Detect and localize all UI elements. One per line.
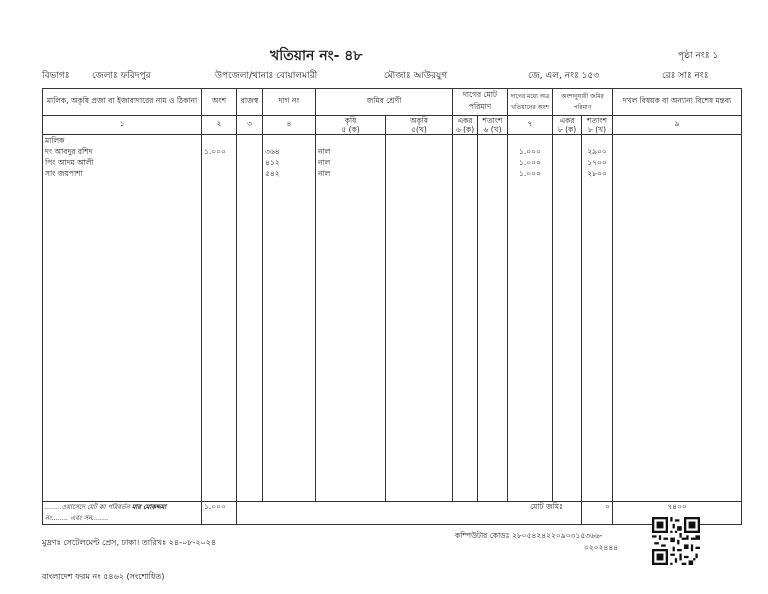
qr-code-icon: [652, 517, 700, 565]
revenue-header: রাজস্ব: [237, 89, 263, 116]
akrishi-cell: [386, 135, 453, 502]
dag-total-header: দাগের মোট পরিমাণ: [453, 89, 508, 116]
computer-code: কম্পিউটার কোডঃ ২৮০৫৪২৪২২০৯০৩১৫৩৬৬-: [455, 531, 603, 540]
footer-share-cell: ১.০০০: [202, 502, 237, 525]
col-code-6a: ৬ (ক): [455, 125, 475, 134]
jl-number-field: জে, এল, নংঃ ১৫৩: [528, 71, 600, 81]
share-land-acre-cell: [553, 135, 582, 502]
col-number-1: ১: [43, 116, 202, 135]
owner-header: মালিক, অকৃষি প্রজা বা ইজারাদারের নাম ও ঠিকানা: [43, 89, 202, 116]
footer-note-bold: মার মোকদ্দমা: [131, 503, 167, 511]
table-body-row: [43, 135, 742, 502]
dag-number: ৩৬৪: [265, 147, 280, 156]
total-label-cell: [237, 502, 582, 525]
form-number: বাংলাদেশ ফরম নং ৫৪৬২ (সংশোধিত): [42, 572, 165, 581]
dag-cell: [263, 135, 316, 502]
owner-cell: [43, 135, 202, 502]
share-in-dag-value: ১.০০০: [519, 169, 541, 178]
col-number-8a: [553, 116, 582, 135]
col-number-2: ২: [202, 116, 237, 135]
share-in-dag-value: ১.০০০: [519, 147, 541, 156]
column-number-row: [43, 116, 742, 135]
khatian-table: [42, 88, 742, 525]
col-title-shatangsho: শতাংশ: [482, 116, 503, 125]
col-code-8a: ৮ (ক): [557, 125, 577, 134]
remarks-cell: [613, 135, 742, 502]
share-land-shatangsho-cell: [582, 135, 613, 502]
share-land-header: অংশানুযায়ী জমির পরিমাণ: [553, 89, 613, 116]
footer-note-2: নং........ এবং সন........: [45, 514, 109, 522]
share-in-dag-cell: [508, 135, 553, 502]
total-acre-cell: ০: [582, 502, 613, 525]
dag-total-acre-cell: [453, 135, 478, 502]
printer-info: মুদ্রণঃ সেটেলমেন্ট প্রেস, ঢাকা। তারিখঃ ২৪-০৮-২০২৪: [42, 538, 217, 547]
dag-number-header: দাগ নং: [263, 89, 316, 116]
col-code-8b: ৮ (খ): [587, 125, 607, 134]
col-number-9: ৯: [613, 116, 742, 135]
district-field: জেলাঃ ফরিদপুর: [92, 71, 151, 81]
share-in-dag-value: ১.০০০: [519, 158, 541, 167]
owner-name: দং আবদুর রশিদ: [45, 147, 93, 156]
land-class: নাল: [318, 169, 331, 178]
col-code-6b: ৬ (খ): [483, 125, 502, 134]
footer-note-cell: [43, 502, 202, 525]
col-number-7: ৭: [508, 116, 553, 135]
land-class: নাল: [318, 147, 331, 156]
total-row: [43, 502, 742, 525]
col-title-acre-2: একর: [559, 116, 575, 125]
krishi-cell: [316, 135, 386, 502]
page-number: পৃষ্ঠা নংঃ ১: [678, 51, 719, 61]
division-field: বিভাগঃ: [42, 71, 70, 81]
col-number-4: ৪: [263, 116, 316, 135]
total-shatangsho-cell: ৭৪০০: [613, 502, 742, 525]
owner-label: মালিক: [45, 136, 65, 145]
owner-address: সাং জয়পাশা: [45, 169, 83, 178]
computer-code-continued: ০২০২৪৪৪: [584, 543, 619, 552]
upazila-field: উপজেলা/থানাঃ বোয়ালমারী: [215, 71, 318, 81]
header-row: [43, 89, 742, 116]
col-title-krishi: কৃষি: [344, 116, 357, 125]
share-value: ১.০০০: [204, 147, 226, 156]
col-title-akrishi: অকৃষি: [409, 116, 429, 125]
dag-number: ৫৪২: [265, 169, 280, 178]
land-shatangsho-value: ২৯০০: [587, 147, 607, 156]
col-number-8b: [582, 116, 613, 135]
col-code-5b: ৫(খ): [411, 125, 427, 134]
reg-number-field: রেঃ সাঃ নংঃ: [662, 71, 709, 81]
col-number-5a: [316, 116, 386, 135]
footer-note-1: ........ওয়াসেদে যেট কা পরিবর্তন: [45, 503, 130, 511]
col-title-acre: একর: [457, 116, 473, 125]
col-code-5a: ৫ (ক): [341, 125, 360, 134]
dag-number: ৪১২: [265, 158, 280, 167]
land-shatangsho-value: ২৮০০: [587, 169, 607, 178]
remarks-header: দখল বিষয়ক বা অন্যান্য বিশেষ মন্তব্য: [613, 89, 742, 116]
total-label: মোট জমিঃ: [530, 502, 563, 511]
col-title-shatangsho-2: শতাংশ: [587, 116, 607, 125]
dag-total-shatangsho-cell: [478, 135, 508, 502]
owner-father: পিং আদম আলী: [45, 158, 94, 167]
col-number-6a: [453, 116, 478, 135]
land-class: নাল: [318, 158, 331, 167]
land-shatangsho-value: ১৭০০: [587, 158, 607, 167]
khatian-title: খতিয়ান নং- ৪৮: [270, 48, 363, 64]
share-cell: [202, 135, 237, 502]
share-header: অংশ: [202, 89, 237, 116]
share-in-dag-header: দাগের মধ্যে অত্র খতিয়ানের অংশ: [508, 89, 553, 116]
revenue-cell: [237, 135, 263, 502]
col-number-5b: [386, 116, 453, 135]
mouza-field: মৌজাঃ আউরযুগ: [384, 71, 448, 81]
col-number-6b: [478, 116, 508, 135]
land-class-header: জমির শ্রেণী: [316, 89, 453, 116]
col-number-3: ৩: [237, 116, 263, 135]
